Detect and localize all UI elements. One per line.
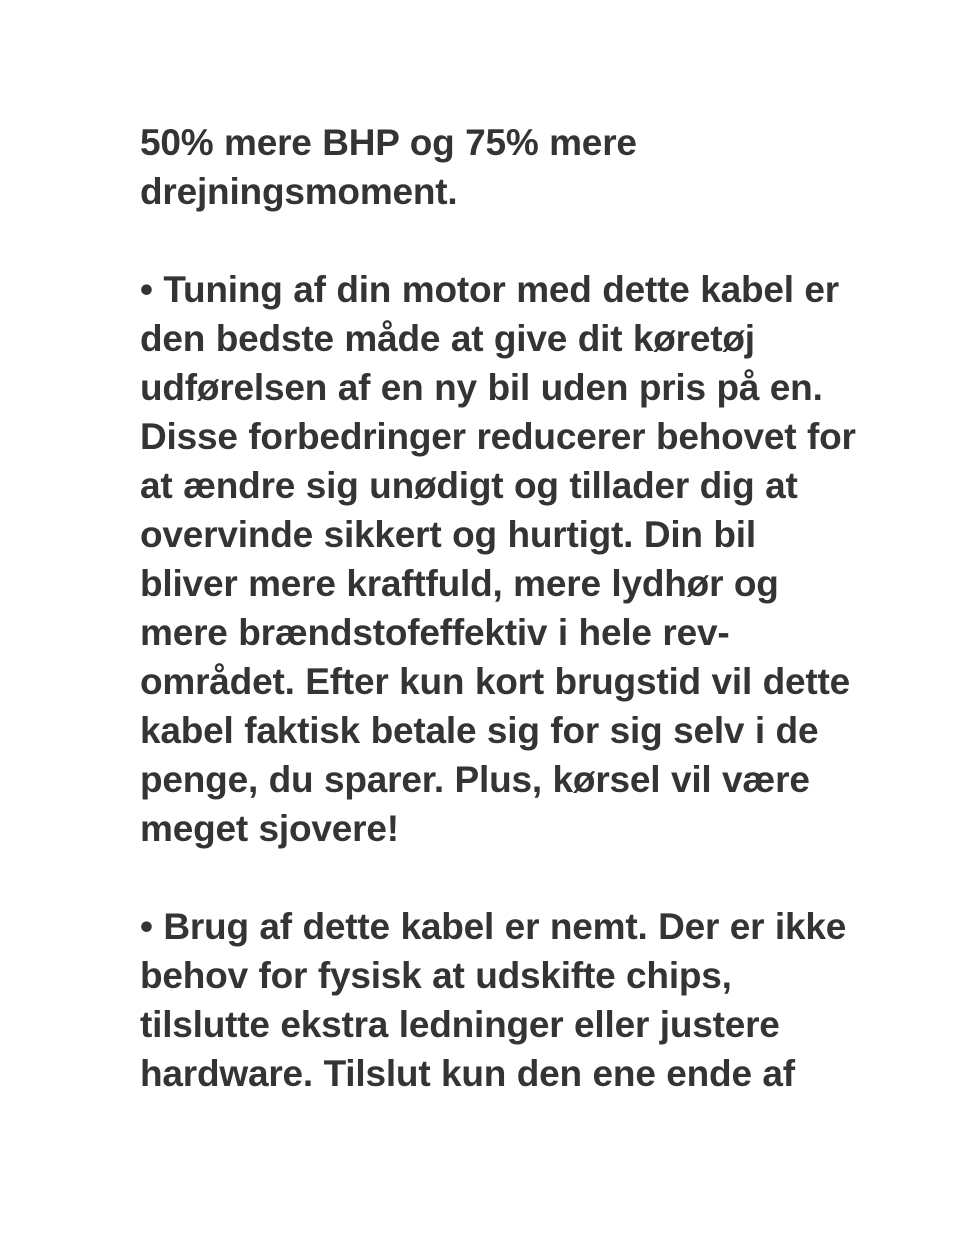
text-line: meget sjovere!	[140, 808, 399, 849]
text-line: • Tuning af din motor med dette kabel er	[140, 269, 840, 310]
text-line: at ændre sig unødigt og tillader dig at	[140, 465, 798, 506]
text-line: hardware. Tilslut kun den ene ende af	[140, 1053, 795, 1094]
text-line: drejningsmoment.	[140, 171, 458, 212]
text-line: overvinde sikkert og hurtigt. Din bil	[140, 514, 756, 555]
text-line: Disse forbedringer reducerer behovet for	[140, 416, 856, 457]
paragraph-heading	[140, 118, 830, 216]
text-line: 50% mere BHP og 75% mere	[140, 122, 637, 163]
description-text-block	[140, 118, 856, 1098]
text-line: området. Efter kun kort brugstid vil dette	[140, 661, 851, 702]
text-line: penge, du sparer. Plus, kørsel vil være	[140, 759, 810, 800]
text-line: udførelsen af en ny bil uden pris på en.	[140, 367, 823, 408]
text-line: den bedste måde at give dit køretøj	[140, 318, 755, 359]
text-line: • Brug af dette kabel er nemt. Der er ikke	[140, 906, 847, 947]
text-line: tilslutte ekstra ledninger eller justere	[140, 1004, 780, 1045]
text-line: bliver mere kraftfuld, mere lydhør og	[140, 563, 779, 604]
text-line: mere brændstofeffektiv i hele rev-	[140, 612, 730, 653]
paragraph-bullet	[140, 902, 847, 1098]
text-line: kabel faktisk betale sig for sig selv i de	[140, 710, 819, 751]
paragraph-bullet	[140, 265, 856, 853]
text-line: behov for fysisk at udskifte chips,	[140, 955, 732, 996]
